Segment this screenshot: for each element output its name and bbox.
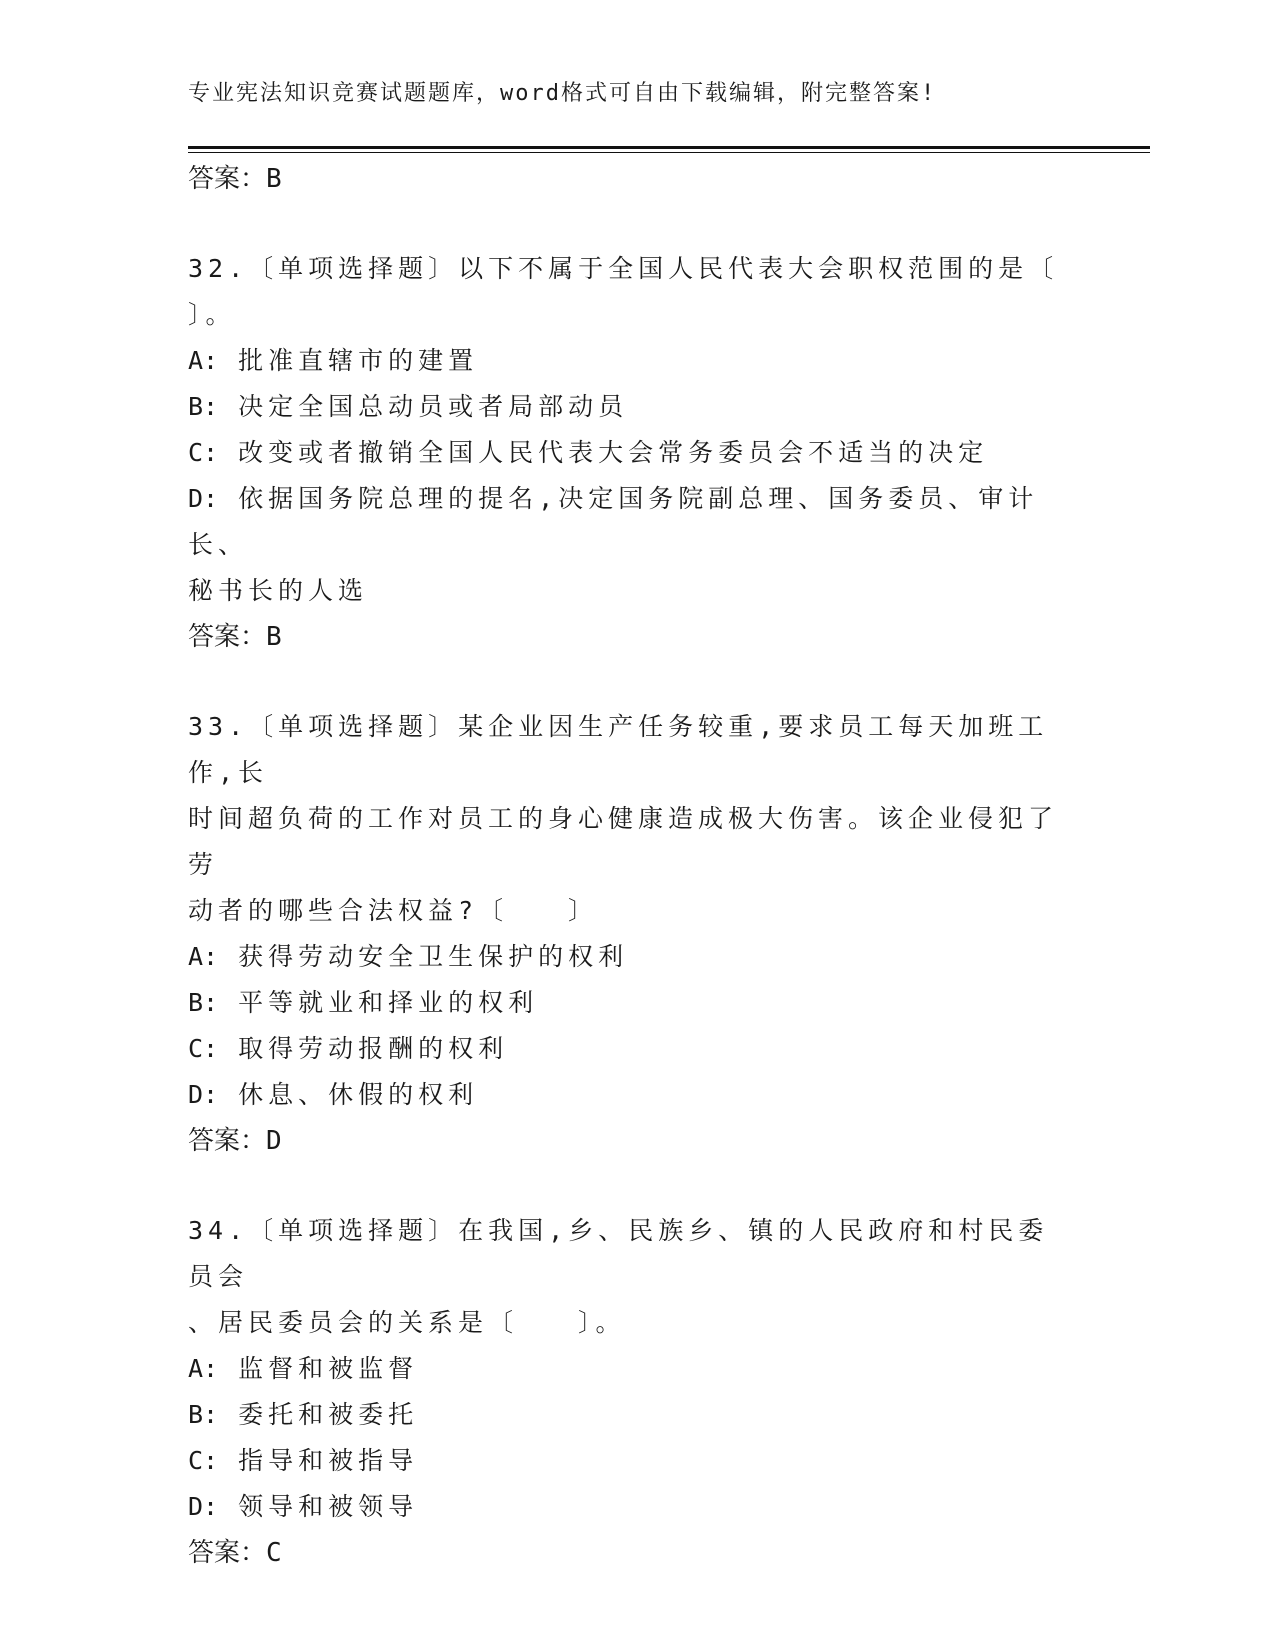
answer-value: B <box>266 164 282 194</box>
option-key: B: <box>188 392 219 421</box>
option-key: A: <box>188 346 219 375</box>
question-stem-line: 时间超负荷的工作对员工的身心健康造成极大伤害。该企业侵犯了劳 <box>188 804 1059 879</box>
page-header: 专业宪法知识竞赛试题题库，word格式可自由下载编辑，附完整答案! <box>188 81 937 106</box>
option-key: B: <box>188 988 219 1017</box>
question-answer <box>188 1530 1088 1576</box>
option-text: 监督和被监督 <box>238 1354 419 1383</box>
option-text: 批准直辖市的建置 <box>238 346 479 375</box>
question-stem-line: 33.〔单项选择题〕某企业因生产任务较重,要求员工每天加班工作,长 <box>188 712 1049 787</box>
header-rule-thin <box>188 152 1150 153</box>
option-key: A: <box>188 1354 219 1383</box>
option-text: 依据国务院总理的提名,决定国务院副总理、国务委员、审计长、 <box>188 484 1039 559</box>
answer-label: 答案： <box>188 1126 267 1156</box>
option-c <box>188 1438 1068 1484</box>
question-stem-line: 34.〔单项选择题〕在我国,乡、民族乡、镇的人民政府和村民委员会 <box>188 1216 1049 1291</box>
option-key: A: <box>188 942 219 971</box>
option-c <box>188 430 1068 476</box>
header-rule-thick <box>188 146 1150 149</box>
answer-label: 答案： <box>188 622 267 652</box>
question-answer <box>188 1118 1088 1164</box>
option-key: C: <box>188 438 219 467</box>
option-d <box>188 476 1068 568</box>
page-content <box>188 156 1088 1576</box>
option-d <box>188 1072 1068 1118</box>
question-32 <box>188 246 1088 660</box>
option-text: 休息、休假的权利 <box>238 1080 479 1109</box>
option-c <box>188 1026 1068 1072</box>
option-b <box>188 980 1068 1026</box>
question-stem-line: 、居民委员会的关系是〔 〕。 <box>188 1308 626 1337</box>
option-key: D: <box>188 1080 219 1109</box>
question-stem-line: 32.〔单项选择题〕以下不属于全国人民代表大会职权范围的是〔 <box>188 254 1059 283</box>
option-key: C: <box>188 1034 219 1063</box>
option-text: 取得劳动报酬的权利 <box>238 1034 509 1063</box>
answer-value: B <box>266 622 282 652</box>
option-text: 改变或者撤销全国人民代表大会常务委员会不适当的决定 <box>238 438 989 467</box>
option-d <box>188 1484 1068 1530</box>
answer-label: 答案： <box>188 1538 267 1568</box>
option-a <box>188 338 1068 384</box>
question-stem-line: 〕。 <box>188 300 236 329</box>
answer-label: 答案： <box>188 164 267 194</box>
question-33 <box>188 704 1088 1164</box>
answer-value: C <box>266 1538 282 1568</box>
option-text: 获得劳动安全卫生保护的权利 <box>238 942 629 971</box>
option-b <box>188 1392 1068 1438</box>
previous-answer <box>188 156 1088 202</box>
question-stem-line: 动者的哪些合法权益?〔 〕 <box>188 896 599 925</box>
question-34 <box>188 1208 1088 1576</box>
option-a <box>188 1346 1068 1392</box>
option-text: 指导和被指导 <box>238 1446 419 1475</box>
option-text: 平等就业和择业的权利 <box>238 988 539 1017</box>
option-d-continued: 秘书长的人选 <box>188 576 369 605</box>
option-key: C: <box>188 1446 219 1475</box>
option-a <box>188 934 1068 980</box>
option-text: 领导和被领导 <box>238 1492 419 1521</box>
option-text: 委托和被委托 <box>238 1400 419 1429</box>
question-answer <box>188 614 1088 660</box>
option-key: B: <box>188 1400 219 1429</box>
option-b <box>188 384 1068 430</box>
answer-value: D <box>266 1126 282 1156</box>
option-key: D: <box>188 484 219 513</box>
option-text: 决定全国总动员或者局部动员 <box>238 392 629 421</box>
option-key: D: <box>188 1492 219 1521</box>
